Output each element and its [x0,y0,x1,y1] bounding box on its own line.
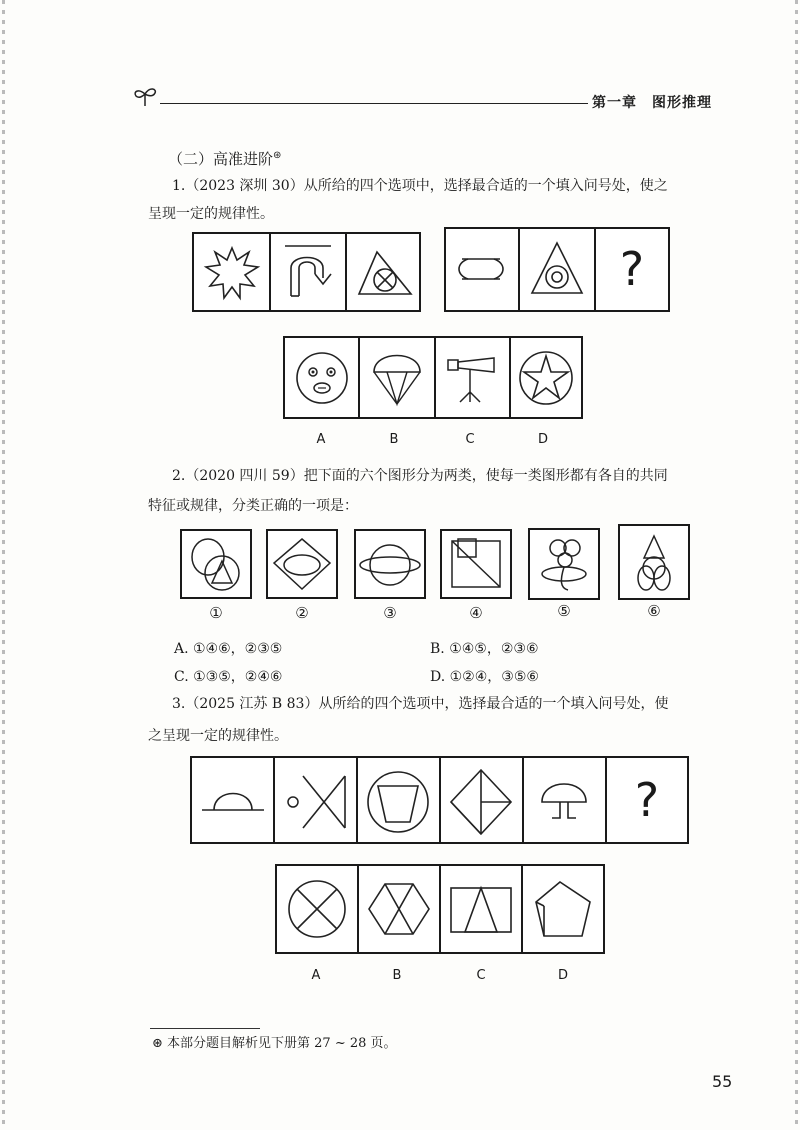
q3-option-c-rect-triangle[interactable] [441,866,523,952]
q1-option-label-c: C [465,432,475,447]
q1-fig-uturn-arrow [271,234,347,310]
q3-option-label-b: B [392,968,402,983]
q1-fig-triangle-circle-x [347,234,419,310]
q3-stem [190,756,689,844]
q1-stem-group-1 [192,232,421,312]
q2-label-3: ③ [383,604,397,622]
q2-choice-d[interactable]: D. ①②④，③⑤⑥ [430,669,539,685]
sprout-icon [130,80,160,110]
q2-label-1: ① [209,604,223,622]
q1-text-line1: 1.（2023 深圳 30）从所给的四个选项中，选择最合适的一个填入问号处，使之 [172,178,668,194]
q1-option-c-telescope[interactable] [436,338,511,417]
q3-fig-diamond-cross [441,758,524,842]
q2-fig-1 [180,529,252,599]
scan-edge-right [795,0,798,1130]
q3-option-label-a: A [311,968,321,983]
footnote-rule [150,1028,260,1029]
q1-option-label-b: B [389,432,399,447]
q3-fig-bowtie-circle [275,758,358,842]
q3-option-label-d: D [557,968,568,983]
q1-fig-triangle-circles [520,229,596,310]
q3-option-label-c: C [476,968,486,983]
q2-label-4: ④ [469,604,483,622]
q1-fig-capsule [446,229,520,310]
q1-fig-starburst [194,234,271,310]
q2-fig-2 [266,529,338,599]
q3-fig-mushroom [524,758,607,842]
q1-option-label-a: A [316,432,326,447]
q3-option-a-circle-x[interactable] [277,866,359,952]
q2-text-line1: 2.（2020 四川 59）把下面的六个图形分为两类，使每一类图形都有各自的共同 [172,468,668,484]
q1-options [283,336,583,419]
footnote: ⊛ 本部分题目解析见下册第 27 ~ 28 页。 [152,1036,397,1051]
q1-text-line2: 呈现一定的规律性。 [148,206,274,222]
scan-edge-left [2,0,5,1130]
section-title: （二）高准进阶⊛ [168,150,282,168]
q3-fig-semicircle [192,758,275,842]
q3-text-line1: 3.（2025 江苏 B 83）从所给的四个选项中，选择最合适的一个填入问号处，使 [172,696,669,712]
q3-text-line2: 之呈现一定的规律性。 [148,728,288,744]
q1-fig-question: ? [619,242,645,296]
q2-text-line2: 特征或规律，分类正确的一项是： [148,498,358,514]
q2-fig-4 [440,529,512,599]
q1-stem-group-2 [444,227,670,312]
chapter-title: 第一章 图形推理 [592,95,712,111]
q2-choice-b[interactable]: B. ①④⑤，②③⑥ [430,641,539,657]
q1-option-d-star-circle[interactable] [511,338,581,417]
header-rule [160,103,588,104]
q2-fig-3 [354,529,426,599]
q2-choice-a[interactable]: A. ①④⑥，②③⑤ [174,641,283,657]
q2-label-2: ② [295,604,309,622]
q3-options [275,864,605,954]
q1-option-label-d: D [537,432,548,447]
q3-fig-circle-trapezoid [358,758,441,842]
q2-label-5: ⑤ [557,602,571,620]
q3-option-b-hexagon-x[interactable] [359,866,441,952]
q1-option-a-face[interactable] [285,338,360,417]
page-number: 55 [712,1072,733,1091]
q2-fig-5 [528,528,600,600]
q1-option-b-parachute[interactable] [360,338,436,417]
q2-label-6: ⑥ [647,602,661,620]
q3-option-d-pentagon[interactable] [523,866,603,952]
q3-fig-question: ? [634,773,660,827]
q2-fig-6 [618,524,690,600]
q2-choice-c[interactable]: C. ①③⑤，②④⑥ [174,669,283,685]
